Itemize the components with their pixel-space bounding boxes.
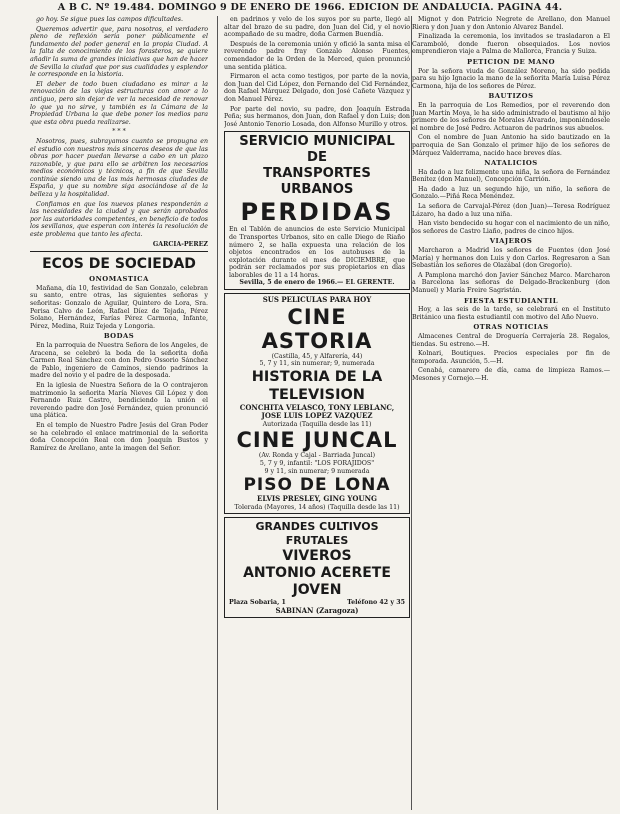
section-title: ECOS DE SOCIEDAD <box>42 256 196 273</box>
page-header: A B C. Nº 19.484. DOMINGO 9 DE ENERO DE 1966. EDICION DE ANDALUCIA. PAGINA 44. <box>57 2 563 13</box>
paragraph: Ha dado a luz un segundo hijo, un niño, la señora de Gonzalo.—Piñá Reca Menéndez. <box>412 185 610 201</box>
film-title: PISO DE LONA <box>243 475 391 496</box>
ad-headline: PERDIDAS <box>240 198 394 227</box>
film-title: HISTORIA DE LA TELEVISION <box>251 368 383 403</box>
showtimes: 5, 7 y 11, sin numerar; 9, numerada <box>259 360 375 368</box>
ad-head: SUS PELICULAS PARA HOY <box>262 295 372 305</box>
ad-address: Plaza Sobaria, 1 <box>229 599 286 607</box>
subheading: ONOMASTICA <box>89 275 149 284</box>
paragraph: Cenabá, camarero de día, cama de limpieza Ramos.—Mesones y Cornejo.—H. <box>412 367 610 382</box>
cinema-ad <box>224 293 410 514</box>
subheading: NATALICIOS <box>484 159 538 168</box>
column-divider <box>217 16 218 810</box>
paragraph: Después de la ceremonia unión y ofició la santa misa el reverendo padre fray Gonzalo Alonso Fuentes, comendador de la Orden de la Merced, quien pronunció una sentida plática. <box>224 40 410 71</box>
paragraph: La señora de Carvajal-Pérez (don Juan)—Teresa Rodríguez Lázaro, ha dado a luz una niña. <box>412 203 610 218</box>
paragraph: Mignot y don Patricio Negrete de Arellano, don Manuel Riera y don Juan y don Antonio Alvarez Bandel. <box>412 16 610 31</box>
paragraph: go hoy. Se sigue pues las campos dificultades. <box>36 16 183 23</box>
paragraph: En la parroquia de Los Remedios, por el reverendo don Juan Martín Moya, le ha sido administrado el bautismo al hijo primero de los señores de Morales Alvarado, imponiéndosele el nombre de José Pedro. Actuaron de padrinos sus abuelos. <box>412 101 610 132</box>
paragraph: en padrinos y velo de los suyos por su parte, llegó al altar del brazo de su padre, don Juan del Cid, y el novio acompañado de su madre, doña Carmen Buendía. <box>224 16 410 39</box>
film-rating: Autorizada (Taquilla desde las 11) <box>262 420 372 428</box>
showtimes: 9 y 11, sin numerar; 9 numerada <box>264 467 370 475</box>
paragraph: En el templo de Nuestro Padre Jesús del Gran Poder se ha celebrado el enlace matrimonial de la señorita doña Concepción Real con don Joaquín Bustos y Ramírez de Arellano, ante la imagen del Señor. <box>30 421 208 452</box>
subheading: BAUTIZOS <box>488 92 534 101</box>
subheading: FIESTA ESTUDIANTIL <box>463 296 559 305</box>
ad-line: GRANDES CULTIVOS FRUTALES <box>255 520 379 548</box>
paragraph: Confiamos en que los nuevos planes responderán a las necesidades de la ciudad y que serán aprobados por las autoridades competentes, en beneficio de todos los sevillanos, que esperan con interés la resolución de este problema que tanto les afecta. <box>30 200 208 239</box>
ad-text: En el Tablón de anuncios de este Servicio Municipal de Transportes Urbanos, sito en calle Diego de Riaño número 2, se halla expuesta una relación de los objetos encontrados en los autobuses de la explotación durante el mes de DICIEMBRE, que podrán ser reclamados por sus propietarios en días laborables de 11 a 14 horas. <box>229 226 405 279</box>
subheading: VIAJEROS <box>489 237 533 246</box>
cinema-name: CINE JUNCAL <box>236 428 398 453</box>
column-1 <box>30 16 208 810</box>
paragraph: Marcharon a Madrid los señores de Fuentes (don José María) y hermanos don Luis y don Carlos. Regresaron a San Sebastián los señores de Olazábal (don Gregorio). <box>412 247 610 270</box>
paragraph: Mañana, día 10, festividad de San Gonzalo, celebran su santo, entre otras, las siguientes señoras y señoritas: Gonzalo de Aguilar, Quintero de Lora, Sra. Perisa Calvo de León, Rafael Díez de Tejada, Pérez Solano, Hernández, Farías Pérez Carmona, Infante, Pérez, Medina, Ruiz Tejeda y Longoria. <box>30 284 208 330</box>
column-3 <box>412 16 610 810</box>
paragraph: Hoy, a las seis de la tarde, se celebrará en el Instituto Británico una fiesta estudiantil con motivo del Año Nuevo. <box>412 306 610 321</box>
cinema-address: (Castilla, 45, y Alfarería, 44) <box>271 352 363 360</box>
divider <box>30 251 208 252</box>
subheading: PETICION DE MANO <box>467 57 555 66</box>
transport-ad <box>224 131 410 290</box>
paragraph: Han visto bendecido su hogar con el nacimiento de un niño, los señores de Castro Liaño, padres de cinco hijos. <box>412 220 610 235</box>
film-cast: CONCHITA VELASCO, TONY LEBLANC, JOSE LUIS LOPEZ VAZQUEZ <box>239 402 395 421</box>
paragraph: Por la señora viuda de González Moreno, ha sido pedida para su hijo Ignacio la mano de la señorita María Luisa Pérez Carmona, hija de los señores de Pérez. <box>412 67 610 90</box>
paragraph: Almacenes Central de Droguería Cerrajería 28. Regalos, tiendas. Su estreno.—H. <box>412 332 610 348</box>
column-2 <box>224 16 410 810</box>
paragraph: Firmaron el acta como testigos, por parte de la novia, don Juan del Cid López, don Fernando del Cid Fernández, don Rafael Márquez Delgado, don José Cañete Vázquez y don Manuel Pérez. <box>224 73 410 103</box>
paragraph: Nosotros, pues, subrayamos cuanto se propugna en el estudio con nuestros más sinceros deseos de que las obras por hacer puedan llevarse a cabo en un plazo razonable, y que para ello se arbitren los necesarios medios económicos y técnicos, a fin de que Sevilla continúe siendo una de las más hermosas ciudades de España, y que su nombre siga asociándose al de la belleza y la hospitalidad. <box>30 137 208 199</box>
subheading: BODAS <box>103 332 135 341</box>
paragraph: Con el nombre de Juan Antonio ha sido bautizado en la parroquia de San Gonzalo el primer hijo de los señores de Márquez Valderrama, nacido hace breves días. <box>412 134 610 157</box>
paragraph: El deber de todo buen ciudadano es mirar a la renovación de las viejas estructuras con amor a lo antiguo, pero sin dejar de ver la necesidad de renovar lo que ya no sirve, y también es la Cámara de la Propiedad Urbana la que debe poner los medios para que esta obra pueda realizarse. <box>30 80 208 126</box>
separator: * * * <box>112 128 126 136</box>
cinema-name: CINE ASTORIA <box>261 304 373 353</box>
ad-line: VIVEROS <box>282 548 352 565</box>
film-cast: ELVIS PRESLEY, GING YOUNG <box>257 494 377 504</box>
ad-signature: Sevilla, 5 de enero de 1966.— EL GERENTE. <box>239 279 395 287</box>
paragraph: En la iglesia de Nuestra Señora de la O contrajeron matrimonio la señorita María Nieves Gil López y don Fernando Ruiz Castro, bendiciendo la unión el reverendo padre don José Fernández, quien pronunció una plática. <box>30 381 208 420</box>
editorial-text <box>30 16 208 239</box>
ad-city: SABINAN (Zaragoza) <box>275 605 359 615</box>
paragraph: Queremos advertir que, para nosotros, el verdadero pleno de reflexión sería poner públicamente el fundamento del poder general en la propia Ciudad. A la falta de conocimiento de los forasteros, se quiere añadir la suma de grandes iniciativas que han de hacer de Sevilla la ciudad que por sus cualidades y esplendor le corresponde en la historia. <box>30 25 208 79</box>
showtimes: 5, 7 y 9, infantil: "LOS FORAJIDOS" <box>259 459 375 467</box>
cinema-address: (Av. Ronda y Cajal - Barriada Juncal) <box>258 452 376 460</box>
subheading: OTRAS NOTICIAS <box>473 323 549 332</box>
film-rating: Tolerada (Mayores, 14 años) (Taquilla desde las 11) <box>234 503 400 511</box>
nursery-ad <box>224 517 410 618</box>
ad-title: SERVICIO MUNICIPAL DE <box>239 134 395 166</box>
paragraph: Kolnari, Boutiques. Precios especiales por fin de temporada. Asunción, 5.—H. <box>412 350 610 365</box>
signature: GARCIA-PEREZ <box>152 240 208 248</box>
paragraph: En la parroquia de Nuestra Señora de los Angeles, de Aracena, se celebró la boda de la señorita doña Carmen Real Sánchez con don Pedro Ossorio Sánchez de Pablo, ingeniero de Caminos, siendo padrinos la madre del novio y el padre de la desposada. <box>30 341 208 380</box>
paragraph: A Pamplona marchó don Javier Sánchez Marco. Marcharon a Barcelona las señoras de Delgado-Brackenburg (don Manuel) y María Freire Sagristán. <box>412 271 610 294</box>
paragraph: Finalizada la ceremonia, los invitados se trasladaron a El Caramboló, donde fueron obsequiados. Los novios emprendieron viaje a Palma de Mallorca, Francia y Suiza. <box>412 33 610 56</box>
ad-line: ANTONIO ACERETE JOVEN <box>243 565 391 599</box>
paragraph: Por parte del novio, su padre, don Joaquín Estrada Peña; sus hermanos, don Juan, don Rafael y don Luis; don José Antonio Tenorio Losada, don Alfonso Murillo y otros. <box>224 105 410 128</box>
ad-title: TRANSPORTES URBANOS <box>263 166 371 198</box>
ad-phone: Teléfono 42 y 35 <box>347 599 405 607</box>
paragraph: Ha dado a luz felizmente una niña, la señora de Fernández Benítez (don Manuel), Concepción Carrión. <box>412 168 610 184</box>
